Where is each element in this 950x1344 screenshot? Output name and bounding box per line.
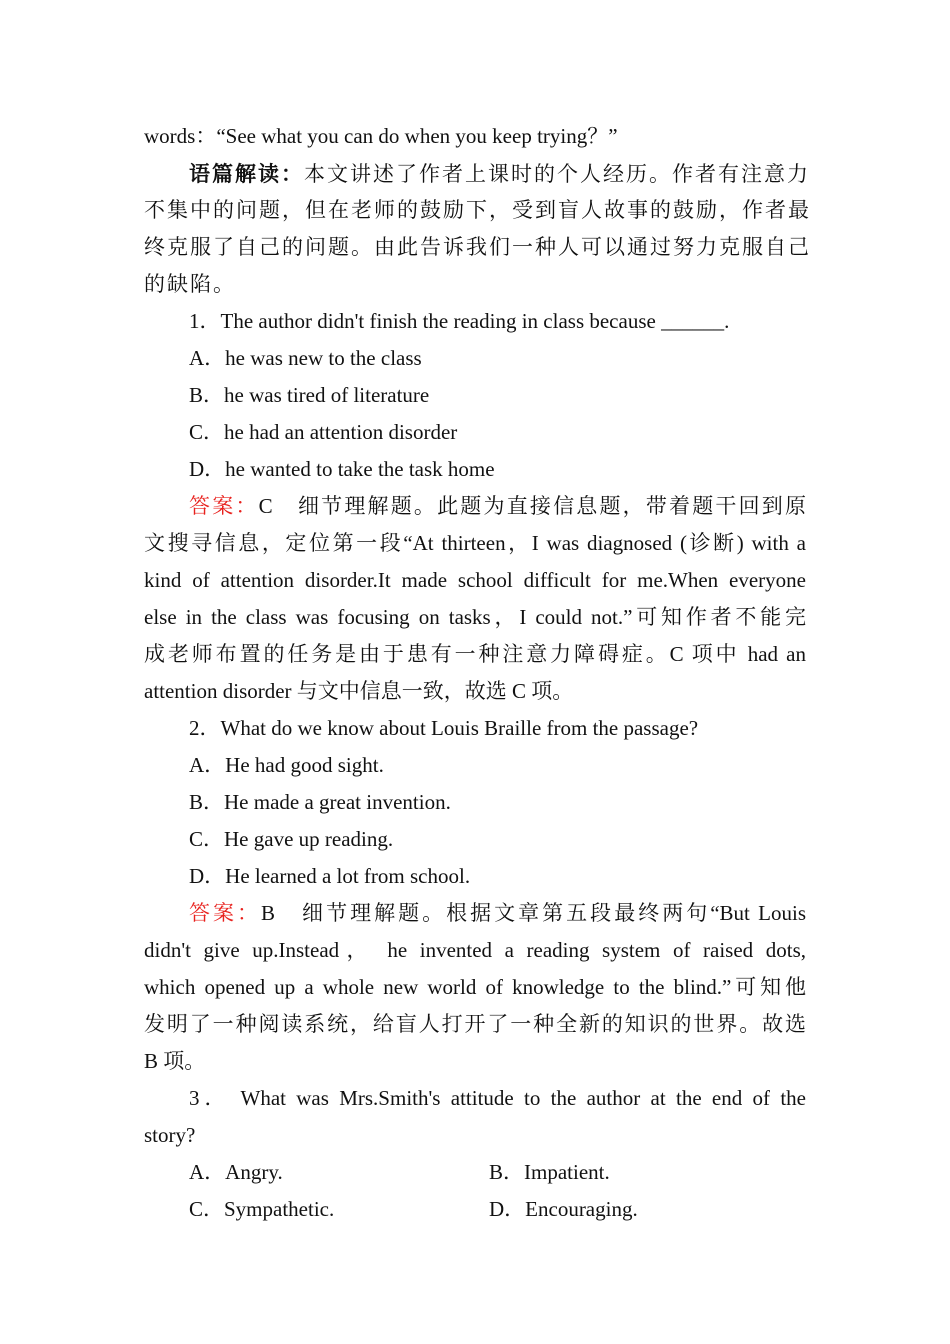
answer-1-label: 答案： <box>189 494 259 518</box>
question-2-option-c: C．He gave up reading. <box>189 827 394 851</box>
question-3-options-row-1 <box>144 1154 806 1191</box>
answer-1-line-1 <box>144 488 806 525</box>
answer-2-label: 答案： <box>189 901 262 925</box>
passage-end-line: words：“See what you can do when you keep trying？” <box>144 124 618 148</box>
answer-1-line-3: kind of attention disorder.It made school difficult for me.When everyone <box>144 568 806 592</box>
question-1-option-d: D．he wanted to take the task home <box>189 457 495 481</box>
answer-2-line-5: B 项。 <box>144 1049 206 1073</box>
question-1-option-b: B．he was tired of literature <box>189 383 430 407</box>
answer-2-line-4: 发明了一种阅读系统，给盲人打开了一种全新的知识的世界。故选 <box>144 1012 806 1036</box>
answer-2-text: B 细节理解题。根据文章第五段最终两句“But Louis <box>261 901 806 925</box>
question-1-option-a: A．he was new to the class <box>189 346 422 370</box>
answer-2-line-2: didn't give up.Instead， he invented a reading system of raised dots, <box>144 938 806 962</box>
summary-line-2: 不集中的问题，但在老师的鼓励下，受到盲人故事的鼓励，作者最 <box>144 198 811 222</box>
question-2-option-b: B．He made a great invention. <box>189 790 451 814</box>
summary-line-1 <box>144 155 810 192</box>
question-3-option-c: C．Sympathetic. <box>189 1197 335 1221</box>
summary-label: 语篇解读： <box>189 161 304 186</box>
answer-1-text: C 细节理解题。此题为直接信息题，带着题干回到原 <box>258 494 806 518</box>
question-1: 1．The author didn't finish the reading in class because ______. <box>189 309 730 333</box>
answer-1-line-5: 成老师布置的任务是由于患有一种注意力障碍症。C 项中 had an <box>144 642 806 666</box>
question-2-option-a: A．He had good sight. <box>189 753 384 777</box>
summary-line-3: 终克服了自己的问题。由此告诉我们一种人可以通过努力克服自己 <box>144 235 811 259</box>
document-page <box>144 118 811 1228</box>
question-3-option-a: A．Angry. <box>189 1160 283 1184</box>
question-2: 2．What do we know about Louis Braille from the passage? <box>189 716 699 740</box>
summary-text: 本文讲述了作者上课时的个人经历。作者有注意力 <box>304 162 810 186</box>
question-3-line-2: story? <box>144 1123 196 1147</box>
answer-2-line-1 <box>144 895 806 932</box>
answer-1-line-6: attention disorder 与文中信息一致，故选 C 项。 <box>144 679 574 703</box>
answer-2-line-3: which opened up a whole new world of knowledge to the blind.”可知他 <box>144 975 806 999</box>
question-3-option-b: B．Impatient. <box>489 1160 610 1184</box>
summary-line-4: 的缺陷。 <box>144 272 236 296</box>
question-3-options-row-2 <box>144 1191 806 1228</box>
answer-1-line-4: else in the class was focusing on tasks，I could not.”可知作者不能完 <box>144 605 806 629</box>
answer-1-line-2: 文搜寻信息，定位第一段“At thirteen，I was diagnosed (诊断) with a <box>144 531 806 555</box>
question-3-line-1: 3． What was Mrs.Smith's attitude to the author at the end of the <box>189 1086 806 1110</box>
question-2-option-d: D．He learned a lot from school. <box>189 864 471 888</box>
question-1-option-c: C．he had an attention disorder <box>189 420 458 444</box>
question-3-option-d: D．Encouraging. <box>489 1197 638 1221</box>
